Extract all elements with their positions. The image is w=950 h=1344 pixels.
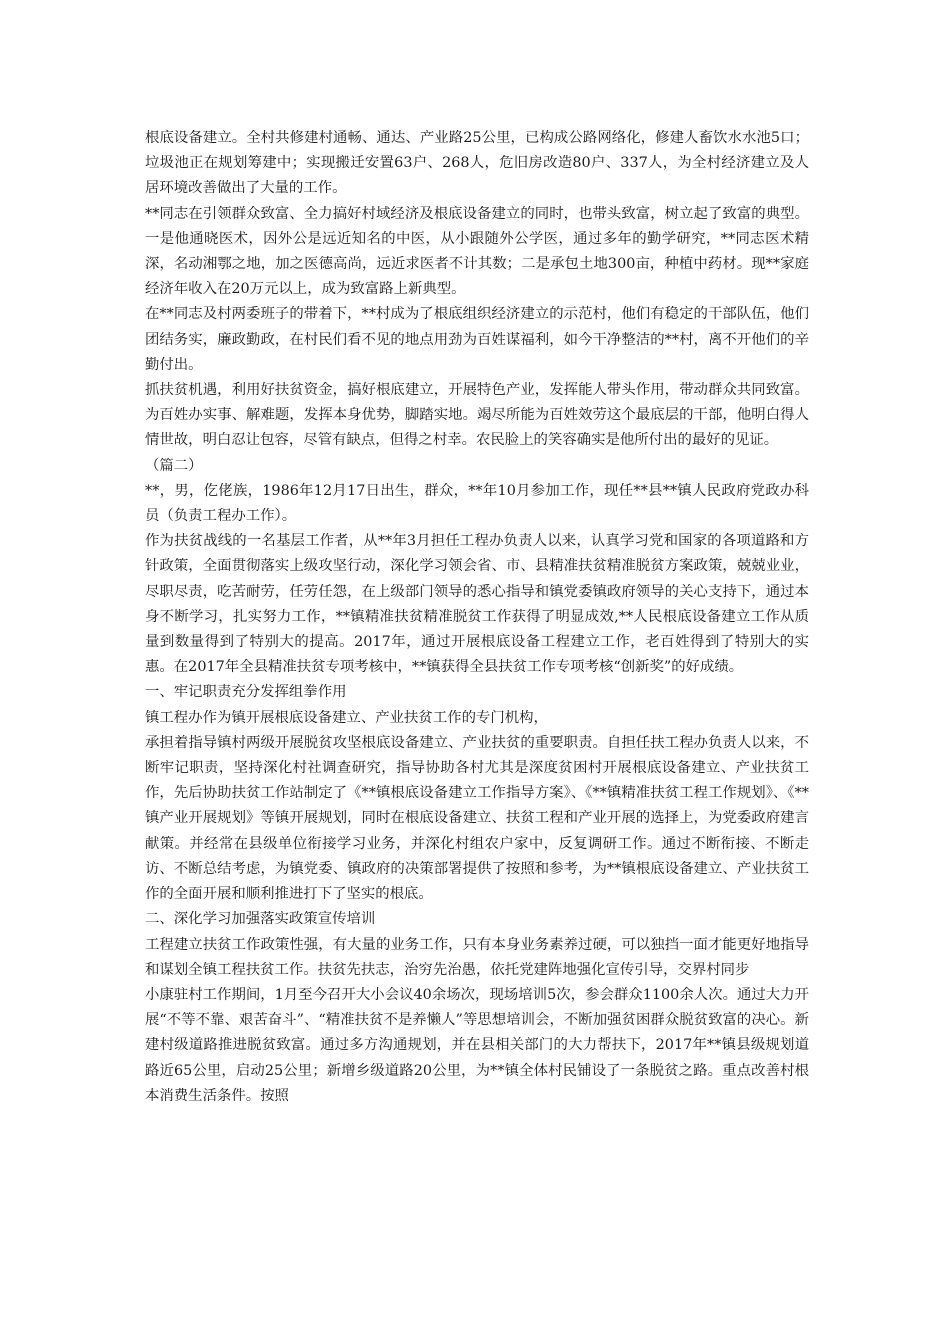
section-heading-part-two: （篇二） (145, 457, 203, 474)
paragraph-work-summary: 作为扶贫战线的一名基层工作者，从**年3月担任工程办负责人以来，认真学习党和国家的各项道路和方针政策，全面贯彻落实上级攻坚行动，深化学习领会省、市、县精准扶贫精准脱贫方案政策，兢兢业业，尽职尽责，吃苦耐劳，任劳任怨，在上级部门领导的悉心指导和镇党委镇政府领导的关心支持下，通过本身不断学习，扎实努力工作，**镇精准扶贫精准脱贫工作获得了明显成效,**人民根底设备建立工作从质量到数量得到了特别大的提高。2017年，通过开展根底设备工程建立工作，老百姓得到了特别大的实惠。在2017年全县精准扶贫专项考核中，**镇获得全县扶贫工作专项考核“创新奖”的好成绩。 (145, 533, 809, 676)
paragraph-village-work: 小康驻村工作期间，1月至今召开大小会议40余场次，现场培训5次，参会群众1100余人次。通过大力开展“不等不靠、艰苦奋斗”、“精准扶贫不是养懒人”等思想培训会，不断加强贫困群众脱贫致富的决心。新建村级道路推进脱贫致富。通过多方沟通规划，并在县相关部门的大力帮扶下，2017年**镇县级规划道路近65公里，启动25公里；新增乡级道路20公里，为**镇全体村民铺设了一条脱贫之路。重点改善村根本消费生活条件。按照 (145, 986, 809, 1104)
paragraph-infrastructure: 根底设备建立。全村共修建村通畅、通达、产业路25公里，已构成公路网络化，修建人畜饮水水池5口；垃圾池正在规划筹建中；实现搬迁安置63户、268人，危旧房改造80户、337人，为全村经济建立及人居环境改善做出了大量的工作。 (145, 130, 809, 197)
paragraph-policy-training: 工程建立扶贫工作政策性强，有大量的业务工作，只有本身业务素养过硬，可以独挡一面才能更好地指导和谋划全镇工程扶贫工作。扶贫先扶志，治穷先治愚，依托党建阵地强化宣传引导，交界村同步 (145, 936, 809, 978)
paragraph-role-model: **同志在引领群众致富、全力搞好村域经济及根底设备建立的同时，也带头致富，树立起了致富的典型。一是他通晓医术，因外公是远近知名的中医，从小跟随外公学医，通过多年的勤学研究，**同志医术精深，名动湘鄂之地，加之医德高尚，远近求医者不计其数；二是承包土地300亩，种植中药材。现**家庭经济年收入在20万元以上，成为致富路上新典型。 (145, 205, 809, 298)
heading-section-one: 一、牢记职责充分发挥组拳作用 (145, 684, 347, 701)
paragraph-poverty-alleviation: 抓扶贫机遇，利用好扶贫资金，搞好根底建立，开展特色产业，发挥能人带头作用，带动群众共同致富。为百姓办实事、解难题，发挥本身优势，脚踏实地。竭尽所能为百姓效劳这个最底层的干部，他明白得人情世故，明白忍让包容，尽管有缺点，但得之村幸。农民脸上的笑容确实是他所付出的最好的见证。 (145, 382, 809, 449)
document-body (145, 126, 809, 1109)
paragraph-demonstration-village: 在**同志及村两委班子的带着下，**村成为了根底组织经济建立的示范村，他们有稳定的干部队伍，他们团结务实，廉政勤政，在村民们看不见的地点用劲为百姓谋福利，如今干净整洁的**村，离不开他们的辛勤付出。 (145, 306, 809, 373)
heading-section-two: 二、深化学习加强落实政策宣传培训 (145, 911, 376, 928)
paragraph-office-role: 镇工程办作为镇开展根底设备建立、产业扶贫工作的专门机构， (145, 709, 548, 726)
paragraph-responsibilities: 承担着指导镇村两级开展脱贫攻坚根底设备建立、产业扶贫的重要职责。自担任扶工程办负责人以来，不断牢记职责，坚持深化村社调查研究，指导协助各村尤其是深度贫困村开展根底设备建立、产业扶贫工作，先后协助扶贫工作站制定了《**镇根底设备建立工作指导方案》、《**镇精准扶贫工程工作规划》、《**镇产业开展规划》等镇开展规划，同时在根底设备建立、扶贫工程和产业开展的选择上，为党委政府建言献策。并经常在县级单位衔接学习业务，并深化村组农户家中，反复调研工作。通过不断衔接、不断走访、不断总结考虑，为镇党委、镇政府的决策部署提供了按照和参考，为**镇根底设备建立、产业扶贫工作的全面开展和顺利推进打下了坚实的根底。 (145, 734, 809, 903)
paragraph-personal-info: **，男，仡佬族，1986年12月17日出生，群众，**年10月参加工作，现任**县**镇人民政府党政办科员（负责工程办工作）。 (145, 482, 809, 525)
